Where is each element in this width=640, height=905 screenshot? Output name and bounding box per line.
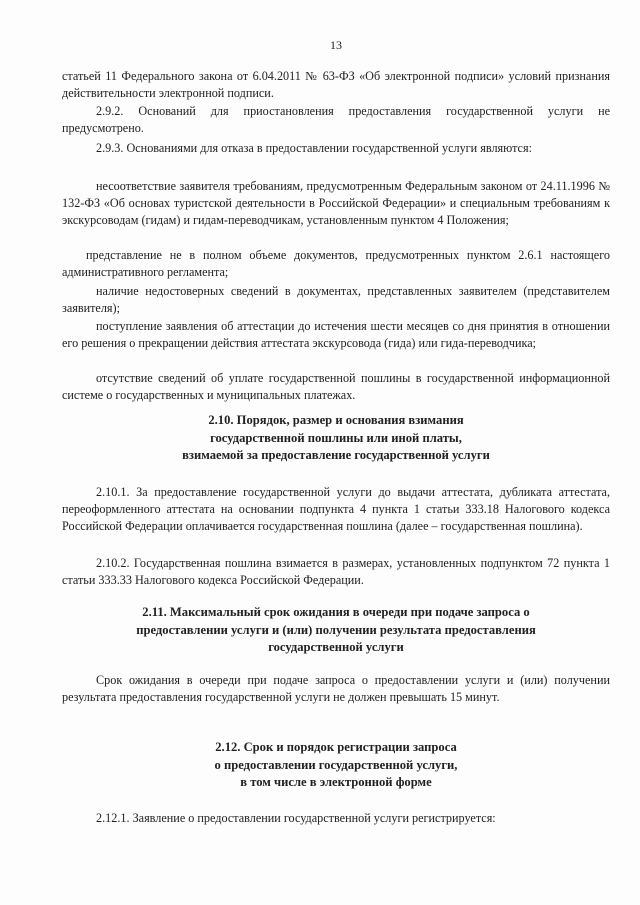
- list-item-noncompliance: несоответствие заявителя требованиям, предусмотренным Федеральным законом от 24.11.1996 № 132-ФЗ «Об основах туристской деятельности в Российской Федерации» и специальным требованиям к экскурсоводам (гидам) и гидам-переводчикам, установленным пунктом 4 Положения;: [62, 179, 610, 228]
- paragraph-2-10-1: 2.10.1. За предоставление государственной услуги до выдачи аттестата, дубликата аттестата, переоформленного аттестата на основании подпункта 4 пункта 1 статьи 333.18 Налогового кодекса Российской Федерации оплачивается государственная пошлина (далее – государственная пошлина).: [62, 485, 610, 534]
- paragraph-2-10-2: 2.10.2. Государственная пошлина взимается в размерах, установленных подпунктом 72 пункта 1 статьи 333.33 Налогового кодекса Российской Федерации.: [62, 556, 610, 588]
- paragraph-electronic-signature: статьей 11 Федерального закона от 6.04.2011 № 63-ФЗ «Об электронной подписи» условий признания действительности электронной подписи.: [62, 69, 610, 101]
- page-number: 13: [330, 38, 342, 52]
- section-heading-2-12: 2.12. Срок и порядок регистрации запроса о предоставлении государственной услуги, в том числе в электронной форме: [214, 740, 458, 789]
- paragraph-2-12-1: 2.12.1. Заявление о предоставлении государственной услуги регистрируется:: [96, 811, 496, 825]
- section-heading-2-10: 2.10. Порядок, размер и основания взимания государственной пошлины или иной платы, взимаемой за предоставление государственной услуги: [182, 413, 490, 462]
- list-item-incomplete-documents: представление не в полном объеме документов, предусмотренных пунктом 2.6.1 настоящего административного регламента;: [62, 248, 610, 280]
- paragraph-queue-time: Срок ожидания в очереди при подаче запроса о предоставлении услуги и (или) получении результата предоставления государственной услуги не должен превышать 15 минут.: [62, 673, 610, 705]
- paragraph-2-9-3: 2.9.3. Основаниями для отказа в предоставлении государственной услуги являются:: [96, 141, 532, 155]
- list-item-early-application: поступление заявления об аттестации до истечения шести месяцев со дня принятия в отношении его решения о прекращении действия аттестата экскурсовода (гида) или гида-переводчика;: [62, 319, 610, 351]
- list-item-false-information: наличие недостоверных сведений в документах, представленных заявителем (представителем заявителя);: [62, 284, 610, 316]
- section-heading-2-11: 2.11. Максимальный срок ожидания в очереди при подаче запроса о предоставлении услуги и (или) получении результата предоставления государственной услуги: [136, 605, 536, 654]
- list-item-no-fee-payment: отсутствие сведений об уплате государственной пошлины в государственной информационной системе о государственных и муниципальных платежах.: [62, 371, 610, 403]
- paragraph-2-9-2: 2.9.2. Оснований для приостановления предоставления государственной услуги не предусмотрено.: [62, 104, 610, 136]
